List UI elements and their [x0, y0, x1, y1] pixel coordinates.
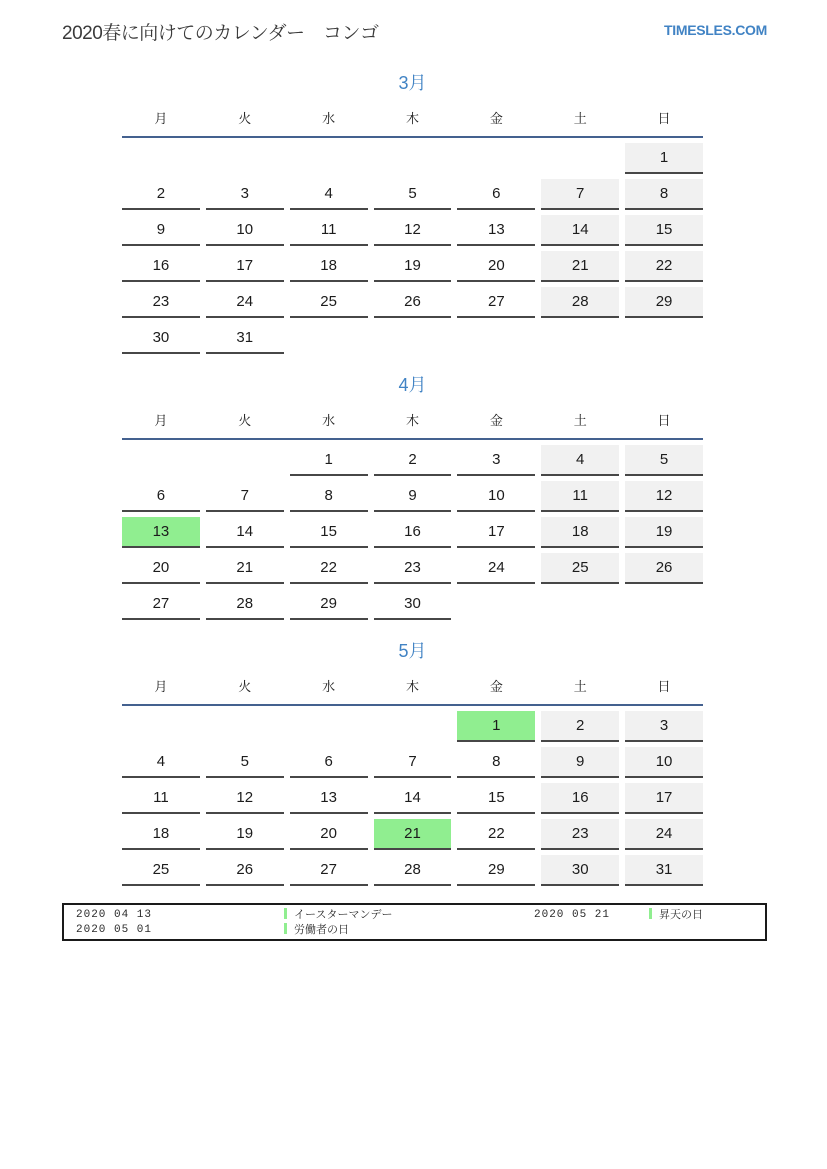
weekday-label: 火 — [238, 111, 252, 126]
empty-cell — [374, 711, 452, 742]
months-container — [122, 69, 703, 886]
page-header — [0, 0, 827, 45]
legend-date: 2020 05 01 — [76, 924, 153, 936]
calendar-week-row — [122, 589, 703, 620]
calendar-week-row — [122, 323, 703, 354]
day-cell: 15 — [457, 783, 535, 814]
month-calendar-march — [122, 69, 703, 354]
day-cell: 18 — [122, 819, 200, 850]
day-cell: 14 — [541, 215, 619, 246]
day-cell: 8 — [457, 747, 535, 778]
day-cell: 16 — [374, 517, 452, 548]
holiday-day-cell: 21 — [374, 819, 452, 850]
weekday-header-row — [122, 108, 703, 138]
calendar-week-row — [122, 215, 703, 246]
day-cell: 18 — [290, 251, 368, 282]
empty-cell — [625, 589, 703, 620]
day-cell: 22 — [457, 819, 535, 850]
day-cell: 13 — [457, 215, 535, 246]
holiday-legend-box — [62, 903, 767, 941]
calendar-week-row — [122, 287, 703, 318]
day-cell: 1 — [625, 143, 703, 174]
empty-cell — [206, 445, 284, 476]
calendar-week-row — [122, 747, 703, 778]
day-cell: 25 — [290, 287, 368, 318]
weekday-label: 土 — [573, 111, 587, 126]
calendar-week-row — [122, 553, 703, 584]
day-cell: 21 — [541, 251, 619, 282]
empty-cell — [122, 711, 200, 742]
day-cell: 20 — [122, 553, 200, 584]
month-calendar-april — [122, 371, 703, 620]
day-cell: 28 — [374, 855, 452, 886]
day-cell: 31 — [625, 855, 703, 886]
calendar-grid — [122, 143, 703, 354]
day-cell: 25 — [541, 553, 619, 584]
empty-cell — [541, 323, 619, 354]
holiday-marker-icon — [284, 908, 287, 919]
day-cell: 27 — [457, 287, 535, 318]
calendar-week-row — [122, 143, 703, 174]
day-cell: 2 — [122, 179, 200, 210]
empty-cell — [457, 143, 535, 174]
legend-date: 2020 04 13 — [76, 909, 153, 921]
weekday-label: 月 — [154, 679, 168, 694]
day-cell: 5 — [625, 445, 703, 476]
weekday-label: 月 — [154, 111, 168, 126]
day-cell: 13 — [290, 783, 368, 814]
empty-cell — [541, 589, 619, 620]
day-cell: 19 — [625, 517, 703, 548]
day-cell: 23 — [374, 553, 452, 584]
day-cell: 15 — [625, 215, 703, 246]
day-cell: 11 — [290, 215, 368, 246]
weekday-label: 木 — [405, 413, 419, 428]
day-cell: 24 — [457, 553, 535, 584]
day-cell: 6 — [122, 481, 200, 512]
day-cell: 29 — [290, 589, 368, 620]
holiday-marker-icon — [649, 908, 652, 919]
day-cell: 22 — [290, 553, 368, 584]
weekday-label: 金 — [489, 679, 503, 694]
legend-labels-column — [284, 908, 534, 938]
day-cell: 30 — [374, 589, 452, 620]
legend-date: 2020 05 21 — [534, 909, 611, 921]
day-cell: 18 — [541, 517, 619, 548]
day-cell: 25 — [122, 855, 200, 886]
day-cell: 8 — [625, 179, 703, 210]
day-cell: 27 — [290, 855, 368, 886]
day-cell: 29 — [457, 855, 535, 886]
day-cell: 4 — [290, 179, 368, 210]
weekday-label: 金 — [489, 111, 503, 126]
day-cell: 10 — [625, 747, 703, 778]
day-cell: 4 — [122, 747, 200, 778]
calendar-week-row — [122, 251, 703, 282]
day-cell: 3 — [206, 179, 284, 210]
calendar-week-row — [122, 855, 703, 886]
weekday-label: 土 — [573, 679, 587, 694]
weekday-label: 日 — [657, 413, 671, 428]
legend-item — [284, 923, 534, 938]
day-cell: 7 — [206, 481, 284, 512]
page-title: 2020春に向けてのカレンダー コンゴ — [62, 23, 379, 44]
day-cell: 16 — [122, 251, 200, 282]
legend-label: 労働者の日 — [294, 924, 349, 936]
empty-cell — [122, 445, 200, 476]
weekday-label: 金 — [489, 413, 503, 428]
day-cell: 31 — [206, 323, 284, 354]
day-cell: 30 — [122, 323, 200, 354]
day-cell: 17 — [625, 783, 703, 814]
empty-cell — [206, 143, 284, 174]
calendar-week-row — [122, 445, 703, 476]
day-cell: 26 — [374, 287, 452, 318]
day-cell: 4 — [541, 445, 619, 476]
day-cell: 9 — [122, 215, 200, 246]
weekday-label: 水 — [322, 111, 336, 126]
day-cell: 24 — [206, 287, 284, 318]
legend-item — [284, 908, 534, 923]
day-cell: 28 — [541, 287, 619, 318]
day-cell: 14 — [374, 783, 452, 814]
day-cell: 21 — [206, 553, 284, 584]
month-title: 4月 — [398, 375, 427, 395]
day-cell: 11 — [541, 481, 619, 512]
day-cell: 17 — [206, 251, 284, 282]
calendar-week-row — [122, 179, 703, 210]
month-title: 3月 — [398, 73, 427, 93]
day-cell: 23 — [122, 287, 200, 318]
day-cell: 10 — [206, 215, 284, 246]
day-cell: 8 — [290, 481, 368, 512]
weekday-label: 日 — [657, 111, 671, 126]
empty-cell — [290, 143, 368, 174]
weekday-label: 木 — [405, 679, 419, 694]
weekday-label: 日 — [657, 679, 671, 694]
day-cell: 20 — [290, 819, 368, 850]
day-cell: 7 — [374, 747, 452, 778]
weekday-label: 水 — [322, 679, 336, 694]
day-cell: 12 — [625, 481, 703, 512]
calendar-week-row — [122, 481, 703, 512]
day-cell: 26 — [625, 553, 703, 584]
weekday-label: 木 — [405, 111, 419, 126]
legend-item — [649, 908, 765, 923]
day-cell: 7 — [541, 179, 619, 210]
weekday-label: 火 — [238, 679, 252, 694]
day-cell: 6 — [290, 747, 368, 778]
legend-label: 昇天の日 — [659, 909, 703, 921]
weekday-label: 火 — [238, 413, 252, 428]
legend-dates-column — [534, 908, 649, 938]
day-cell: 19 — [206, 819, 284, 850]
day-cell: 20 — [457, 251, 535, 282]
empty-cell — [374, 143, 452, 174]
empty-cell — [457, 589, 535, 620]
day-cell: 26 — [206, 855, 284, 886]
day-cell: 30 — [541, 855, 619, 886]
day-cell: 23 — [541, 819, 619, 850]
empty-cell — [457, 323, 535, 354]
day-cell: 14 — [206, 517, 284, 548]
day-cell: 29 — [625, 287, 703, 318]
day-cell: 15 — [290, 517, 368, 548]
calendar-week-row — [122, 783, 703, 814]
weekday-label: 月 — [154, 413, 168, 428]
calendar-week-row — [122, 711, 703, 742]
empty-cell — [206, 711, 284, 742]
day-cell: 27 — [122, 589, 200, 620]
day-cell: 17 — [457, 517, 535, 548]
holiday-day-cell: 13 — [122, 517, 200, 548]
weekday-header-row — [122, 676, 703, 706]
day-cell: 6 — [457, 179, 535, 210]
day-cell: 2 — [374, 445, 452, 476]
day-cell: 10 — [457, 481, 535, 512]
calendar-week-row — [122, 517, 703, 548]
day-cell: 5 — [206, 747, 284, 778]
day-cell: 11 — [122, 783, 200, 814]
weekday-header-row — [122, 410, 703, 440]
empty-cell — [625, 323, 703, 354]
holiday-marker-icon — [284, 923, 287, 934]
day-cell: 3 — [625, 711, 703, 742]
empty-cell — [290, 711, 368, 742]
timesles-logo-link[interactable]: TIMESLES.COM — [664, 22, 767, 38]
legend-dates-column — [76, 908, 284, 938]
day-cell: 2 — [541, 711, 619, 742]
weekday-label: 水 — [322, 413, 336, 428]
day-cell: 19 — [374, 251, 452, 282]
month-title: 5月 — [398, 641, 427, 661]
empty-cell — [290, 323, 368, 354]
calendar-week-row — [122, 819, 703, 850]
day-cell: 28 — [206, 589, 284, 620]
day-cell: 5 — [374, 179, 452, 210]
calendar-grid — [122, 445, 703, 620]
day-cell: 3 — [457, 445, 535, 476]
legend-label: イースターマンデー — [294, 909, 393, 921]
empty-cell — [374, 323, 452, 354]
day-cell: 24 — [625, 819, 703, 850]
empty-cell — [122, 143, 200, 174]
day-cell: 12 — [374, 215, 452, 246]
weekday-label: 土 — [573, 413, 587, 428]
day-cell: 9 — [374, 481, 452, 512]
empty-cell — [541, 143, 619, 174]
month-calendar-may — [122, 637, 703, 886]
day-cell: 22 — [625, 251, 703, 282]
calendar-grid — [122, 711, 703, 886]
day-cell: 1 — [290, 445, 368, 476]
day-cell: 16 — [541, 783, 619, 814]
legend-labels-column — [649, 908, 765, 938]
holiday-day-cell: 1 — [457, 711, 535, 742]
day-cell: 9 — [541, 747, 619, 778]
day-cell: 12 — [206, 783, 284, 814]
